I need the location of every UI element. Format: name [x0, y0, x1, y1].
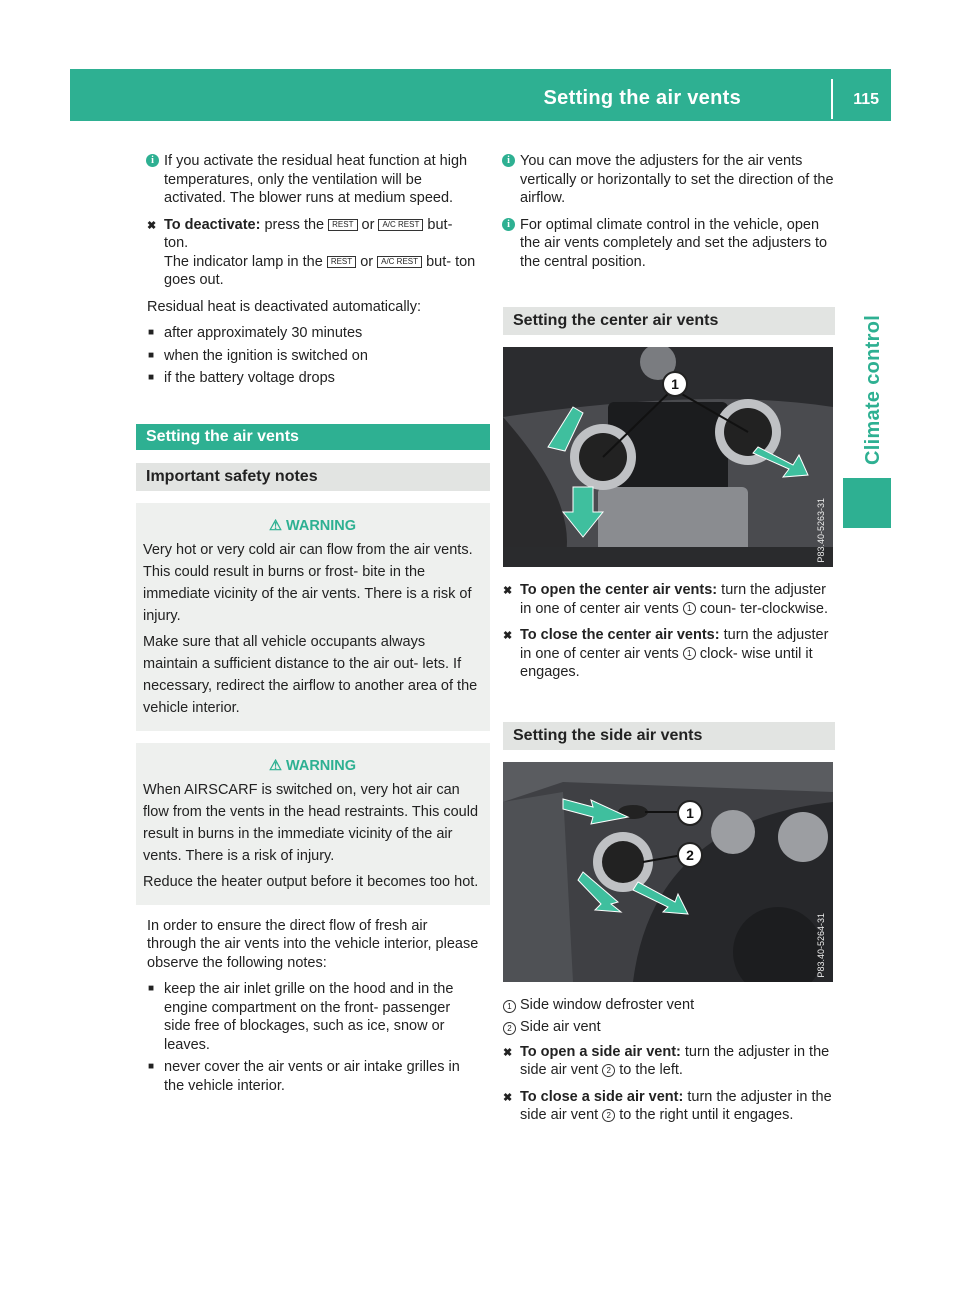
ac-rest-button-icon: A/C REST: [377, 256, 422, 268]
page-title: Setting the air vents: [543, 87, 741, 109]
reference-number: 2: [602, 1109, 615, 1122]
step-open-side: ✖ To open a side air vent: turn the adjuster in the side air vent 2 to the left.: [503, 1043, 830, 1078]
reference-number: 1: [503, 1000, 516, 1013]
list-item: ■ if the battery voltage drops: [148, 370, 335, 386]
reference-number: 2: [503, 1022, 516, 1035]
header-bar: [70, 69, 891, 121]
info-icon: i: [502, 218, 515, 231]
step-deactivate: ✖ To deactivate: press the REST or A/C REST but- ton. The indicator lamp in the REST or A/C REST but- ton goes out.: [147, 216, 476, 288]
step-close-center: ✖ To close the center air vents: turn the adjuster in one of center air vents 1 clock- wise until it engages.: [503, 627, 829, 680]
info-icon: i: [146, 154, 159, 167]
side-tab-label: Climate control: [862, 314, 884, 465]
legend-item: 1 Side window defroster vent: [503, 996, 835, 1015]
figure-code: P83.40-5264-31: [815, 912, 826, 978]
reference-number: 1: [683, 602, 696, 615]
subsection-heading: Setting the center air vents: [503, 307, 835, 335]
section-heading: Setting the air vents: [136, 424, 490, 450]
bullet-icon: ■: [148, 1061, 155, 1072]
ac-rest-button-icon: A/C REST: [378, 219, 423, 231]
list-item: ■ keep the air inlet grille on the hood and in the engine compartment on the front- passenger side free of blockages, such as ice, snow or leaves.: [148, 981, 454, 1053]
warning-text: Reduce the heater output before it becomes too hot.: [143, 873, 479, 890]
side-tab-block: [843, 478, 891, 528]
warning-title: ⚠ WARNING: [268, 757, 357, 774]
left-column: [143, 152, 479, 1099]
warning-box: [136, 743, 490, 905]
info-note: i If you activate the residual heat function at high temperatures, only the ventilation will be activated. The blower runs at medium speed.: [147, 152, 479, 208]
center-vents-photo: [503, 347, 833, 567]
side-vents-photo: [503, 762, 833, 982]
fresh-air-list: [147, 980, 479, 1095]
warning-triangle-icon: ⚠: [268, 517, 282, 534]
bullet-icon: ■: [148, 983, 155, 994]
step-arrow-icon: ✖: [503, 630, 513, 642]
bullet-icon: ■: [148, 327, 155, 338]
step-arrow-icon: ✖: [503, 1091, 513, 1104]
side-vents-illustration: [503, 762, 833, 982]
bullet-icon: ■: [148, 349, 155, 361]
warning-text: When AIRSCARF is switched on, very hot air can flow from the vents in the head restraints. This could result in burns in the immediate vicinity of the air vents. There is a risk of injury.: [143, 781, 479, 864]
list-item: ■ never cover the air vents or air intake grilles in the vehicle interior.: [148, 1059, 460, 1094]
list-item: ■ when the ignition is switched on: [148, 347, 368, 364]
reference-number: 2: [602, 1064, 615, 1077]
rest-button-icon: REST: [328, 219, 357, 231]
callout-2: 2: [677, 842, 703, 868]
subsection-heading: Important safety notes: [136, 463, 490, 491]
step-arrow-icon: ✖: [147, 219, 157, 232]
step-close-side: ✖ To close a side air vent: turn the adjuster in the side air vent 2 to the right until it engages.: [503, 1088, 832, 1123]
figure-legend: [503, 996, 835, 1037]
warning-triangle-icon: ⚠: [268, 757, 282, 774]
figure-code: P83.40-5263-31: [815, 498, 826, 563]
step-arrow-icon: ✖: [503, 1046, 513, 1059]
legend-item: 2 Side air vent: [503, 1018, 835, 1037]
bullet-icon: ■: [148, 372, 155, 383]
step-open-center: ✖ To open the center air vents: turn the adjuster in one of center air vents 1 coun- ter-clockwise.: [503, 582, 828, 617]
reference-number: 1: [683, 647, 696, 660]
subsection-heading: Setting the side air vents: [503, 722, 835, 750]
info-note: i You can move the adjusters for the air vents vertically or horizontally to set the direction of the airflow.: [503, 152, 835, 208]
warning-box: [136, 503, 490, 731]
warning-title: ⚠ WARNING: [268, 517, 357, 534]
fresh-air-text: In order to ensure the direct flow of fresh air through the air vents into the vehicle interior, please observe the following notes:: [147, 917, 479, 971]
callout-1: 1: [677, 800, 703, 826]
header-divider: [831, 79, 833, 119]
callout-1: 1: [662, 371, 688, 397]
warning-text: Very hot or very cold air can flow from the air vents. This could result in burns or frost- bite in the immediate vicinity of the air vents. There is a risk of injury.: [143, 541, 473, 624]
info-icon: i: [502, 154, 515, 167]
warning-text: Make sure that all vehicle occupants always maintain a sufficient distance to the air out- lets. If necessary, redirect the airflow to another area of the vehicle interior.: [143, 633, 478, 716]
step-arrow-icon: ✖: [503, 585, 513, 597]
auto-deactivation-list: [147, 324, 479, 388]
rest-button-icon: REST: [327, 256, 356, 268]
right-column: [503, 152, 835, 1133]
auto-deactivation-text: Residual heat is deactivated automatically:: [147, 298, 422, 315]
info-note: i For optimal climate control in the vehicle, open the air vents completely and set the adjusters to the central position.: [503, 216, 835, 272]
page-number: 115: [853, 91, 879, 108]
list-item: ■ after approximately 30 minutes: [148, 325, 363, 341]
